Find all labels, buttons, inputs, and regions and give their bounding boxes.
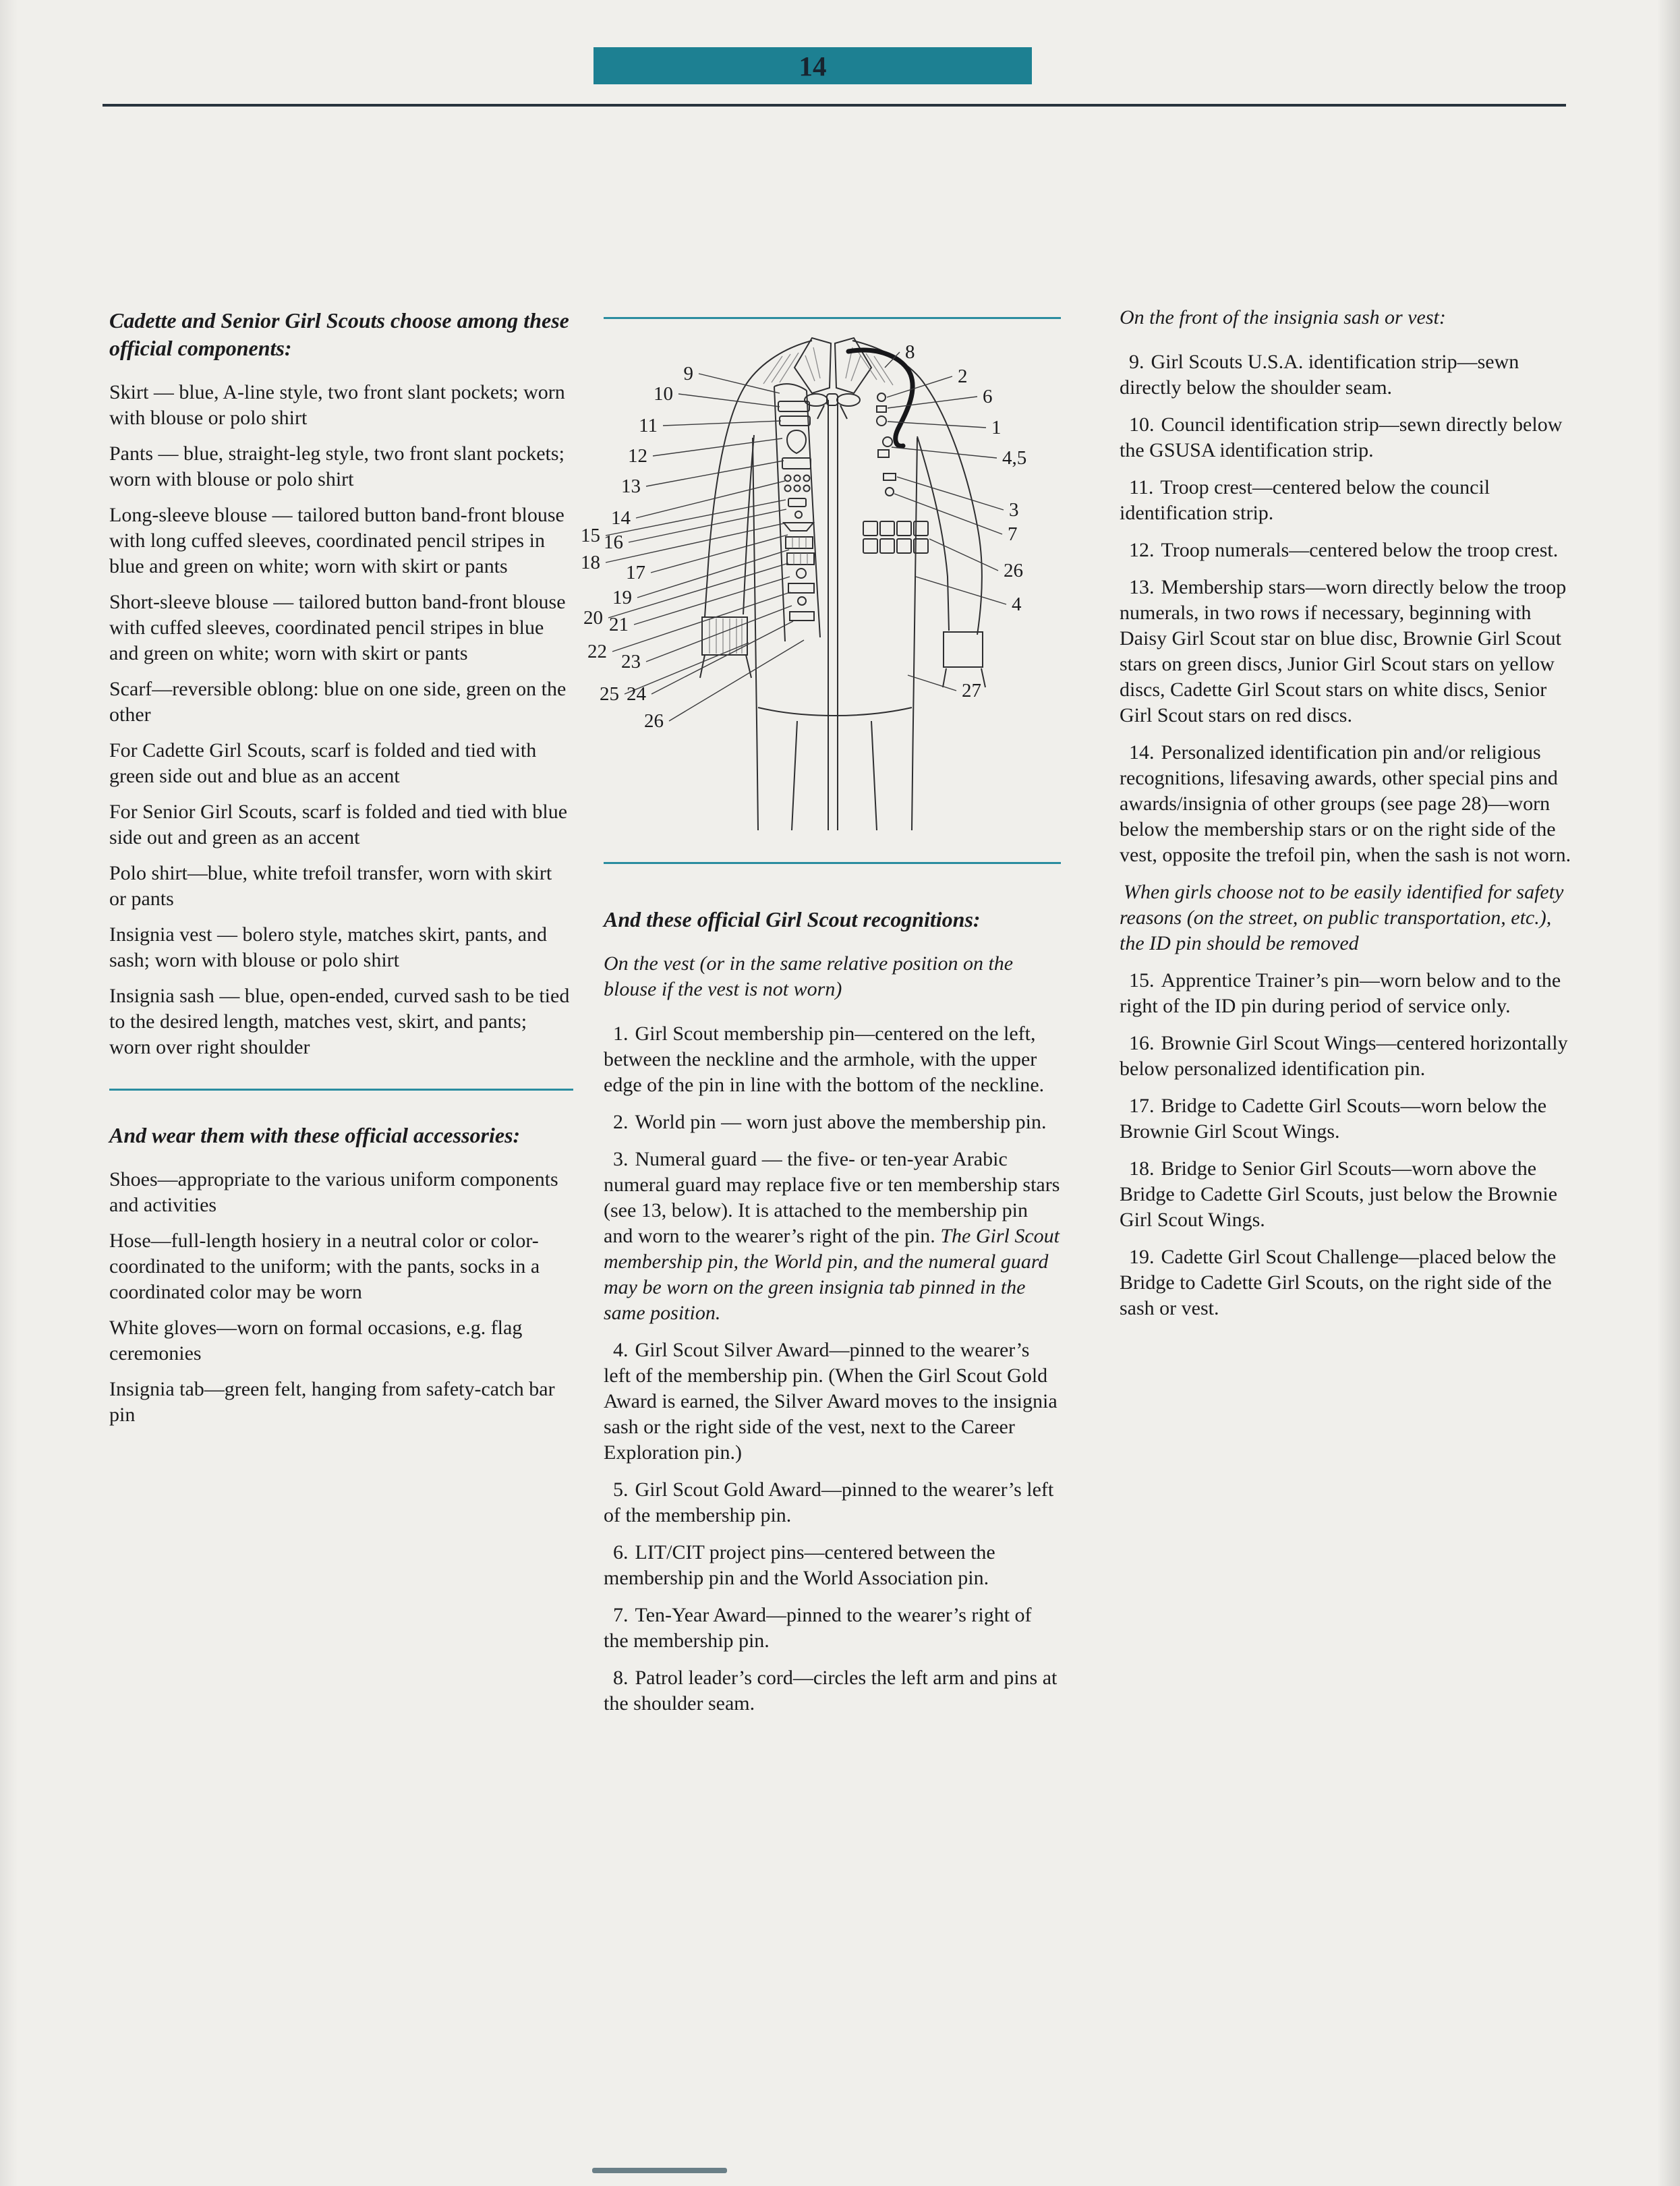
diagram-callout-line <box>637 550 789 598</box>
recognitions-heading: And these official Girl Scout recognitions: <box>604 907 981 931</box>
recognition-item: 6. LIT/CIT project pins—centered between the membership pin and the World Association pin. <box>604 1541 995 1589</box>
component-item: For Cadette Girl Scouts, scarf is folded and tied with green side out and blue as an accent <box>109 739 537 787</box>
safety-note: When girls choose not to be easily identified for safety reasons (on the street, on public transportation, etc.), the ID pin should be removed <box>1120 881 1564 954</box>
page-number-bar <box>593 47 1032 84</box>
middle-column <box>581 317 1061 1728</box>
component-item: Long-sleeve blouse — tailored button band-front blouse with long cuffed sleeves, coordinated pencil stripes in blue and green on white; worn with skirt or pants <box>109 504 564 577</box>
diagram-callout-label: 2 <box>958 366 968 387</box>
diagram-callout-label: 4 <box>1012 594 1022 615</box>
component-item: Skirt — blue, A-line style, two front slant pockets; worn with blouse or polo shirt <box>109 381 565 429</box>
vest-placement-note: On the vest (or in the same relative position on the blouse if the vest is not worn) <box>604 952 1014 1000</box>
recognition-item: 3. Numeral guard — the five- or ten-year Arabic numeral guard may replace five or ten membership stars (see 13, below). It is attached to the membership pin and worn to the wearer’s right of the pin. The Girl Scout membership pin, the World pin, and the numeral guard may be worn on the green insignia tab pinned in the same position. <box>604 1148 1060 1324</box>
diagram-bottom-rule <box>604 862 1061 864</box>
page-number: 14 <box>799 50 827 82</box>
accessory-item: Shoes—appropriate to the various uniform components and activities <box>109 1168 558 1216</box>
diagram-callout-line <box>916 577 1006 604</box>
diagram-callout-label: 3 <box>1009 499 1019 521</box>
component-item: Pants — blue, straight-leg style, two front slant pockets; worn with blouse or polo shirt <box>109 442 564 490</box>
scan-shadow-left <box>0 0 18 2186</box>
diagram-callout-label: 17 <box>626 562 645 583</box>
recognition-item: 4. Girl Scout Silver Award—pinned to the wearer’s left of the membership pin. (When the Girl Scout Gold Award is earned, the Silver Award moves to the insignia sash or the right side of the vest, next to the Career Exploration pin.) <box>604 1339 1058 1464</box>
diagram-callout-label: 18 <box>581 552 600 573</box>
sash-item: 15. Apprentice Trainer’s pin—worn below and to the right of the ID pin during period of service only. <box>1120 969 1561 1017</box>
diagram-callout-label: 15 <box>581 525 600 546</box>
diagram-callout-label: 10 <box>654 383 673 405</box>
sash-item: 11. Troop crest—centered below the council identification strip. <box>1120 476 1490 524</box>
diagram-callout-label: 20 <box>583 607 603 629</box>
diagram-callout-line <box>636 481 785 518</box>
diagram-callout-label: 8 <box>905 341 915 363</box>
component-item: Insignia sash — blue, open-ended, curved sash to be tied to the desired length, matches vest, skirt, and pants; worn over right shoulder <box>109 985 570 1058</box>
sash-placement-note: On the front of the insignia sash or vest: <box>1120 306 1446 328</box>
diagram-callout-line <box>887 376 952 397</box>
sash-item: 9. Girl Scouts U.S.A. identification strip—sewn directly below the shoulder seam. <box>1120 351 1519 399</box>
diagram-callout-line <box>606 500 786 536</box>
uniform-diagram-svg <box>580 326 1059 855</box>
component-item: Scarf—reversible oblong: blue on one side, green on the other <box>109 678 567 726</box>
accessories-heading: And wear them with these official accessories: <box>109 1123 521 1147</box>
sash-item: 16. Brownie Girl Scout Wings—centered horizontally below personalized identification pin. <box>1120 1032 1568 1080</box>
diagram-callout-label: 7 <box>1008 523 1018 545</box>
diagram-callout-line <box>929 539 998 571</box>
components-heading: Cadette and Senior Girl Scouts choose among these official components: <box>109 308 569 360</box>
section-divider-rule <box>109 1089 573 1091</box>
diagram-callout-label: 1 <box>991 417 1002 438</box>
diagram-callout-label: 26 <box>644 710 664 732</box>
diagram-callout-line <box>892 447 997 458</box>
sash-item: 12. Troop numerals—centered below the troop crest. <box>1129 539 1559 561</box>
accessory-item: Hose—full-length hosiery in a neutral color or color-coordinated to the uniform; with the pants, socks in a coordinated color may be worn <box>109 1230 540 1303</box>
diagram-callout-line <box>888 397 977 408</box>
header-rule <box>103 104 1566 107</box>
diagram-callout-label: 23 <box>621 651 641 672</box>
diagram-callout-label: 25 <box>600 683 619 705</box>
diagram-callout-label: 27 <box>962 680 981 701</box>
diagram-callout-label: 12 <box>628 445 647 467</box>
accessory-item: Insignia tab—green felt, hanging from safety-catch bar pin <box>109 1378 555 1426</box>
diagram-callout-line <box>651 535 788 573</box>
diagram-top-rule <box>604 317 1061 319</box>
left-column <box>109 307 573 1438</box>
diagram-callout-label: 14 <box>611 507 631 529</box>
diagram-callout-label: 26 <box>1004 560 1023 581</box>
diagram-callout-label: 22 <box>587 641 607 662</box>
sash-item: 18. Bridge to Senior Girl Scouts—worn above the Bridge to Cadette Girl Scouts, just below the Brownie Girl Scout Wings. <box>1120 1157 1558 1231</box>
scan-shadow-right <box>1657 0 1680 2186</box>
component-item: Insignia vest — bolero style, matches skirt, pants, and sash; worn with blouse or polo shirt <box>109 923 548 971</box>
sash-item: 13. Membership stars—worn directly below the troop numerals, in two rows if necessary, beginning with Daisy Girl Scout star on blue disc, Brownie Girl Scout stars on green discs, Junior Girl Scout stars on yellow discs, Cadette Girl Scout stars on white discs, Senior Girl Scout stars on red discs. <box>1120 576 1567 726</box>
diagram-callout-line <box>653 438 782 456</box>
diagram-callout-label: 4,5 <box>1002 447 1027 469</box>
sash-item: 10. Council identification strip—sewn directly below the GSUSA identification strip. <box>1120 413 1563 461</box>
component-item: Polo shirt—blue, white trefoil transfer, worn with skirt or pants <box>109 862 552 910</box>
recognition-item: 8. Patrol leader’s cord—circles the left arm and pins at the shoulder seam. <box>604 1667 1058 1715</box>
sash-item: 17. Bridge to Cadette Girl Scouts—worn below the Brownie Girl Scout Wings. <box>1120 1095 1547 1143</box>
diagram-callout-label: 11 <box>639 415 658 436</box>
diagram-callout-line <box>897 477 1004 510</box>
accessory-item: White gloves—worn on formal occasions, e.g. flag ceremonies <box>109 1317 523 1364</box>
diagram-callout-line <box>663 421 781 426</box>
patrol-cord <box>848 350 913 446</box>
component-item: For Senior Girl Scouts, scarf is folded and tied with blue side out and green as an accent <box>109 801 568 848</box>
uniform-diagram <box>580 326 1059 855</box>
diagram-callout-line <box>699 374 780 393</box>
recognition-item: 2. World pin — worn just above the membership pin. <box>613 1111 1047 1133</box>
sash-item: 14. Personalized identification pin and/or religious recognitions, lifesaving awards, other special pins and awards/insignia of other groups (see page 28)—worn below the membership stars or on the right side of the vest, opposite the trefoil pin, when the sash is not worn. <box>1120 741 1571 866</box>
diagram-callout-label: 6 <box>983 386 993 407</box>
component-item: Short-sleeve blouse — tailored button band-front blouse with cuffed sleeves, coordinated pencil stripes in blue and green on white; worn with skirt or pants <box>109 591 566 664</box>
diagram-callout-label: 16 <box>604 531 623 553</box>
diagram-callout-label: 9 <box>683 363 693 384</box>
diagram-callout-label: 13 <box>621 476 641 497</box>
diagram-callout-label: 24 <box>627 683 646 705</box>
recognition-item: 7. Ten-Year Award—pinned to the wearer’s right of the membership pin. <box>604 1604 1032 1652</box>
right-column <box>1120 305 1575 1333</box>
uniform-figure <box>700 338 985 830</box>
diagram-callout-label: 19 <box>612 587 632 608</box>
recognition-item: 1. Girl Scout membership pin—centered on the left, between the neckline and the armhole, with the upper edge of the pin in line with the bottom of the neckline. <box>604 1023 1045 1096</box>
diagram-callout-line <box>678 394 780 407</box>
diagram-callout-label: 21 <box>609 614 629 635</box>
recognition-item: 5. Girl Scout Gold Award—pinned to the wearer’s left of the membership pin. <box>604 1478 1054 1526</box>
sash-item: 19. Cadette Girl Scout Challenge—placed below the Bridge to Cadette Girl Scouts, on the right side of the sash or vest. <box>1120 1246 1557 1319</box>
diagram-callout-line <box>908 675 956 691</box>
next-page-edge-artifact <box>592 2168 727 2173</box>
diagram-callout-line <box>646 461 784 486</box>
